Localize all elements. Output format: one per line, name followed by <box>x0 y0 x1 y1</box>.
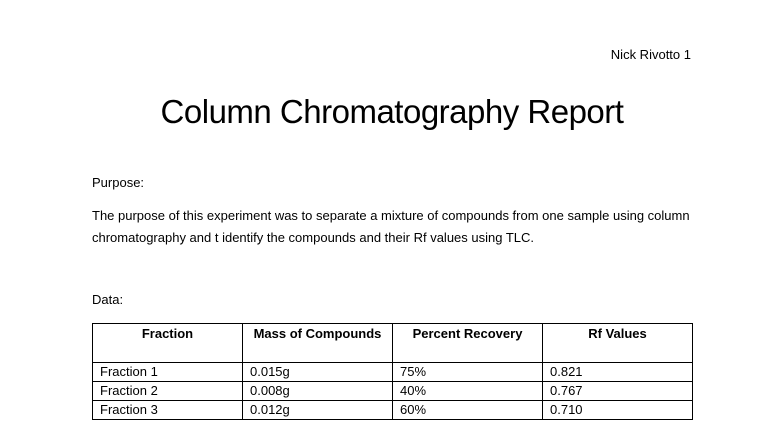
table-cell: 0.821 <box>543 363 693 382</box>
table-cell: Fraction 3 <box>93 401 243 420</box>
column-header-fraction: Fraction <box>93 324 243 363</box>
table-row <box>93 363 693 382</box>
table-cell: 0.012g <box>243 401 393 420</box>
table-cell: Fraction 2 <box>93 382 243 401</box>
table-cell: 40% <box>393 382 543 401</box>
purpose-text: The purpose of this experiment was to separate a mixture of compounds from one sample using column chromatography and t identify the compounds and their Rf values using TLC. <box>92 208 690 245</box>
data-label: Data: <box>92 292 124 307</box>
table-cell: 60% <box>393 401 543 420</box>
table-cell: 0.710 <box>543 401 693 420</box>
table-header-row <box>93 324 693 363</box>
header-author-page: Nick Rivotto 1 <box>610 47 691 62</box>
purpose-label: Purpose: <box>92 175 145 190</box>
table-row <box>93 401 693 420</box>
column-header-rf-values: Rf Values <box>543 324 693 363</box>
table-row <box>93 382 693 401</box>
table-cell: 0.767 <box>543 382 693 401</box>
data-table <box>92 323 693 420</box>
table-cell: 0.015g <box>243 363 393 382</box>
report-title: Column Chromatography Report <box>160 93 624 130</box>
column-header-percent-recovery: Percent Recovery <box>393 324 543 363</box>
table-cell: Fraction 1 <box>93 363 243 382</box>
table-cell: 75% <box>393 363 543 382</box>
table-cell: 0.008g <box>243 382 393 401</box>
column-header-mass: Mass of Compounds <box>243 324 393 363</box>
